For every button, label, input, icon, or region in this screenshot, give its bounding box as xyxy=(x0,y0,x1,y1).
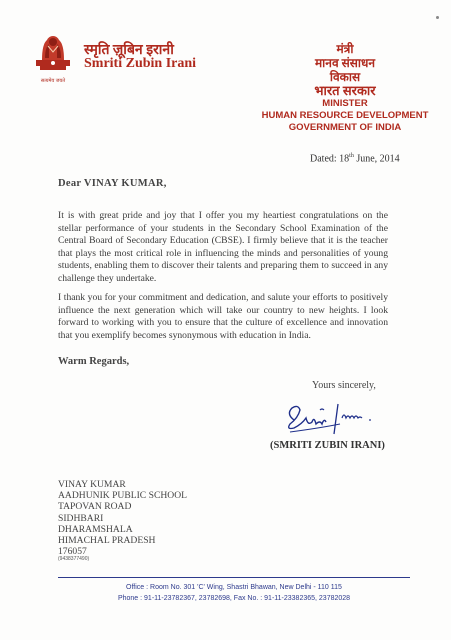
footer-office-address: Office : Room No. 301 'C' Wing, Shastri Bhawan, New Delhi - 110 115 xyxy=(126,584,342,591)
date-prefix: Dated: 18 xyxy=(310,153,350,165)
body-paragraph-2: I thank you for your commitment and dedication, and salute your efforts to positively influence the next generation which will take our country to new heights. I look forward to working with you to ensure that the culture of excellence and innovation that you exemplify becomes synonymous with education in India. xyxy=(58,292,388,341)
address-line-road: TAPOVAN ROAD xyxy=(58,501,132,513)
address-line-school: AADHUNIK PUBLIC SCHOOL xyxy=(58,490,187,502)
address-line-city: DHARAMSHALA xyxy=(58,523,133,535)
letterhead-name-hindi: स्मृति ज़ूबिन इरानी xyxy=(84,43,174,58)
salutation: Dear VINAY KUMAR, xyxy=(58,178,167,189)
recipient-phone-note: (9438377490) xyxy=(58,556,90,562)
yours-sincerely: Yours sincerely, xyxy=(312,380,376,391)
state-emblem-icon xyxy=(30,30,76,72)
date-rest: June, 2014 xyxy=(353,153,400,165)
title-hindi-vikas: विकास xyxy=(329,70,361,84)
address-line-name: VINAY KUMAR xyxy=(58,479,126,490)
letter-date xyxy=(310,153,400,164)
address-line-state: HIMACHAL PRADESH xyxy=(58,535,156,547)
signatory-name: (SMRITI ZUBIN IRANI) xyxy=(270,440,385,451)
handwritten-signature xyxy=(280,398,390,440)
recipient-address xyxy=(58,479,187,557)
title-english-hrd: HUMAN RESOURCE DEVELOPMENT xyxy=(261,110,429,121)
footer-divider xyxy=(58,577,410,578)
footer xyxy=(58,582,410,604)
title-english-government: GOVERNMENT OF INDIA xyxy=(288,122,402,133)
closing-regards: Warm Regards, xyxy=(58,356,130,367)
minister-title-block xyxy=(250,42,440,134)
date-suffix: th xyxy=(349,153,354,159)
address-line-locality: SIDHBARI xyxy=(58,512,104,524)
letterhead-name-english: Smriti Zubin Irani xyxy=(84,56,197,71)
title-english-minister: MINISTER xyxy=(322,98,368,109)
body-paragraph-1: It is with great pride and joy that I offer you my heartiest congratulations on the stellar performance of your students in the Secondary School Examination of the Central Board of Secondary Education (CBSE). I firmly believe that it is the teacher that plays the most critical role in influencing the minds and personalities of young students, enabling them to discover their talents and preparing them to succeed in any challenge they undertake. xyxy=(58,210,388,284)
footer-phone-fax: Phone : 91-11-23782367, 23782698, Fax No. : 91-11-23382365, 23782028 xyxy=(117,595,351,602)
title-hindi-minister: मंत्री xyxy=(336,42,354,56)
title-hindi-government: भारत सरकार xyxy=(314,83,376,98)
title-hindi-hrd: मानव संसाधन xyxy=(315,56,375,70)
scan-speck xyxy=(436,16,439,19)
address-line-pincode: 176057 xyxy=(58,546,87,558)
emblem-motto: सत्यमेव जयते xyxy=(40,78,66,84)
